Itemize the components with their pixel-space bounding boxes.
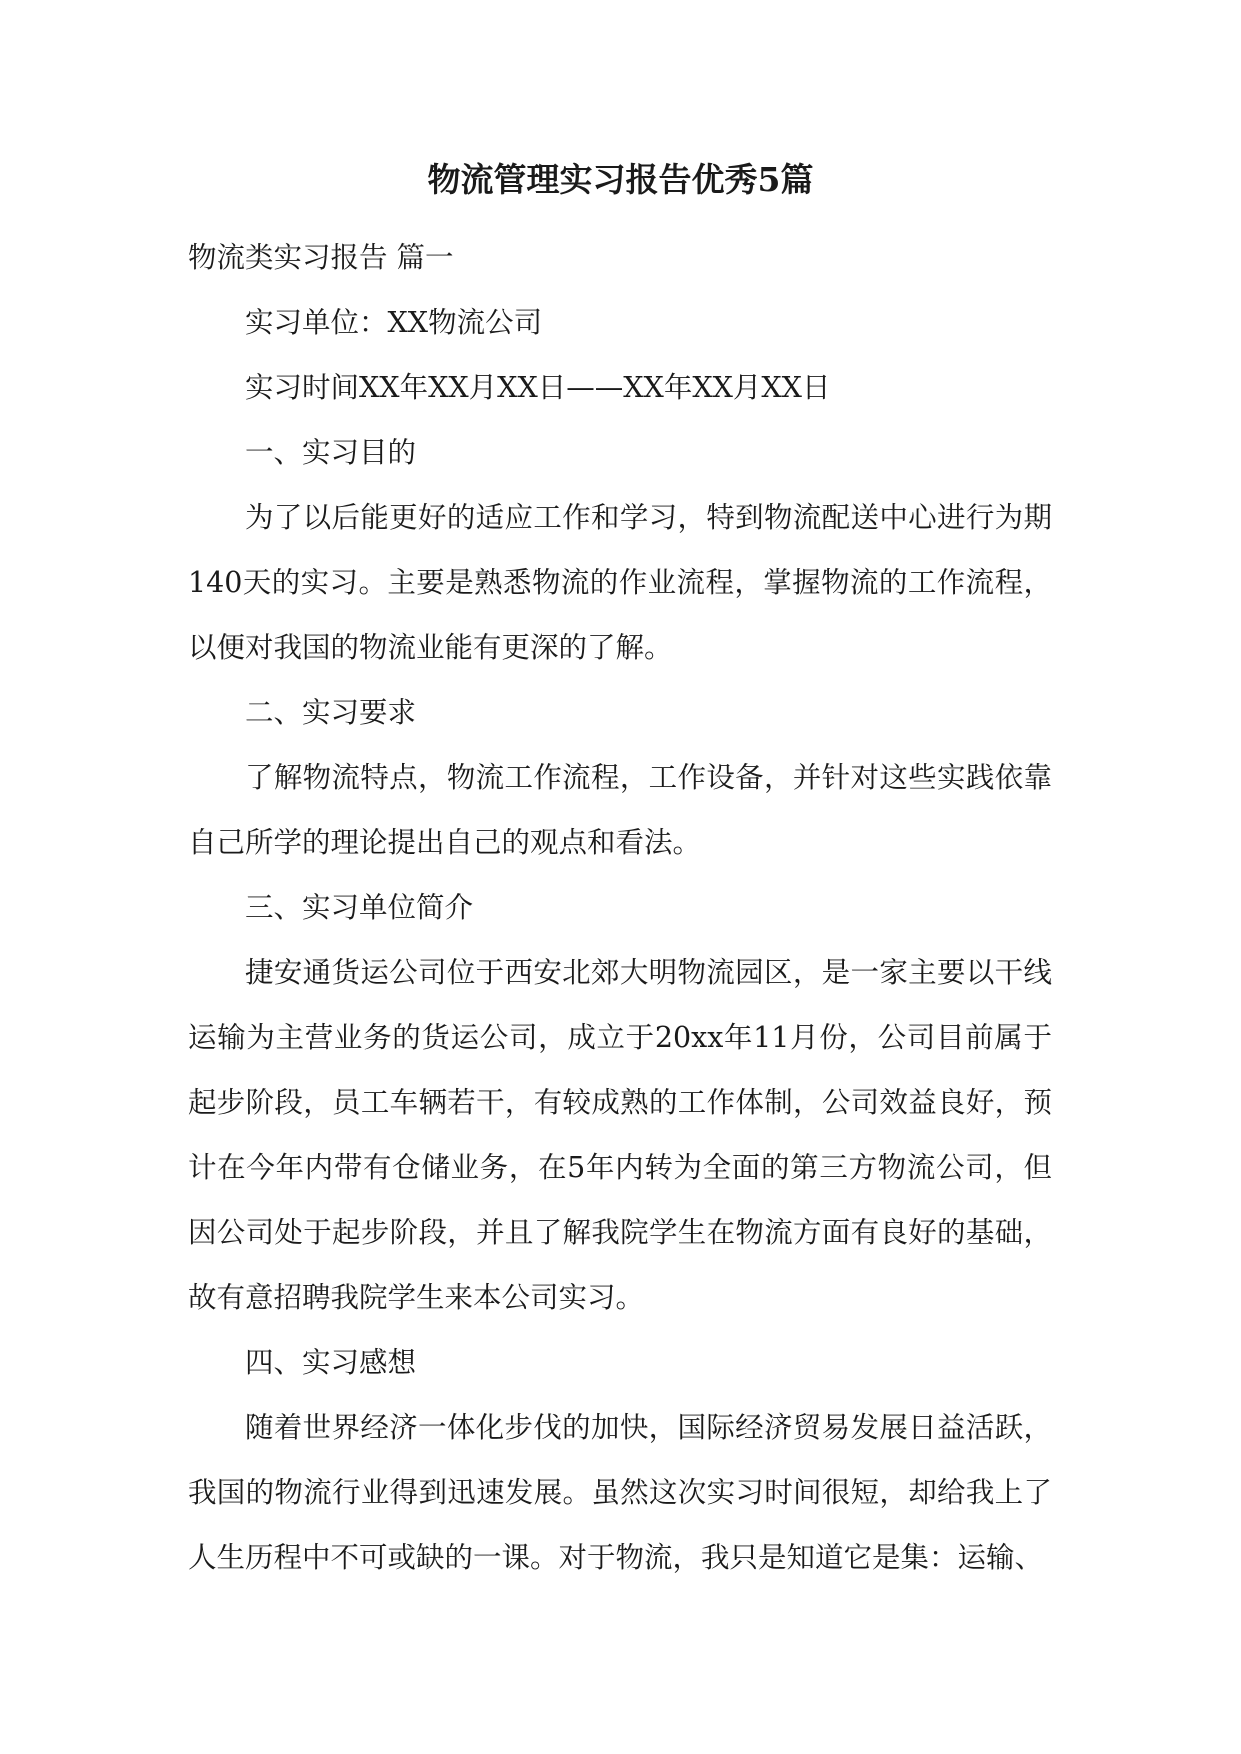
heading-company-intro: 三、实习单位简介 <box>245 891 474 924</box>
heading-reflections: 四、实习感想 <box>245 1346 417 1379</box>
paragraph-requirements: 了解物流特点，物流工作流程，工作设备，并针对这些实践依靠自己所学的理论提出自己的观点和看法。 <box>188 761 1052 859</box>
document-title: 物流管理实习报告优秀5篇 <box>427 160 814 199</box>
heading-purpose: 一、实习目的 <box>245 436 417 469</box>
internship-unit-line: 实习单位：XX物流公司 <box>245 306 543 339</box>
paragraph-purpose: 为了以后能更好的适应工作和学习，特到物流配送中心进行为期140天的实习。主要是熟悉物流的作业流程，掌握物流的工作流程，以便对我国的物流业能有更深的了解。 <box>188 501 1052 664</box>
internship-time-line: 实习时间XX年XX月XX日——XX年XX月XX日 <box>245 371 831 404</box>
document-body <box>188 225 1052 1590</box>
paragraph-company-intro: 捷安通货运公司位于西安北郊大明物流园区，是一家主要以干线运输为主营业务的货运公司，成立于20xx年11月份，公司目前属于起步阶段，员工车辆若干，有较成熟的工作体制，公司效益良好，预计在今年内带有仓储业务，在5年内转为全面的第三方物流公司，但因公司处于起步阶段，并且了解我院学生在物流方面有良好的基础，故有意招聘我院学生来本公司实习。 <box>188 956 1052 1314</box>
paragraph-reflections: 随着世界经济一体化步伐的加快，国际经济贸易发展日益活跃，我国的物流行业得到迅速发展。虽然这次实习时间很短，却给我上了人生历程中不可或缺的一课。对于物流，我只是知道它是集：运输、 <box>188 1411 1052 1574</box>
heading-requirements: 二、实习要求 <box>245 696 417 729</box>
section-heading-piece-one: 物流类实习报告 篇一 <box>188 241 454 274</box>
